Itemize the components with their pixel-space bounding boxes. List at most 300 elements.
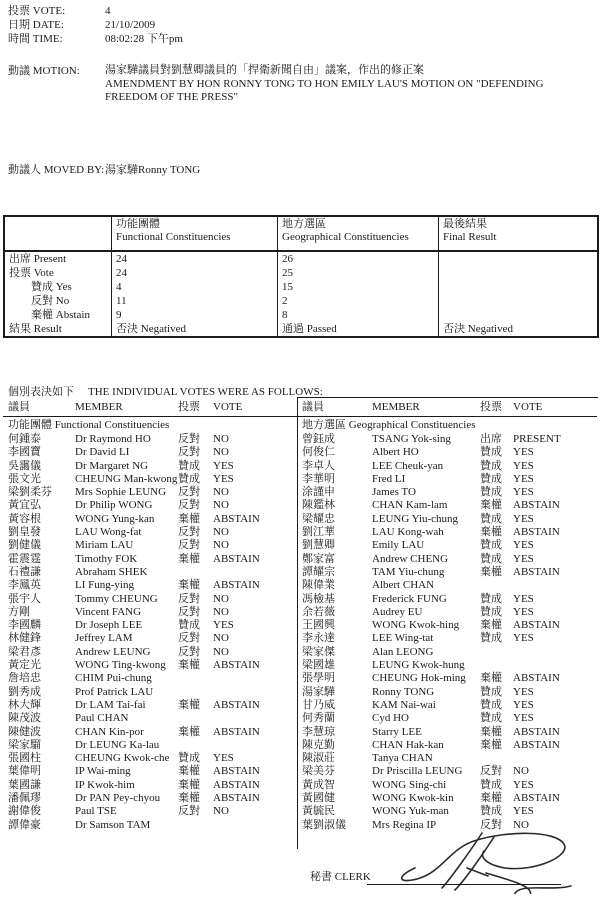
member-name-zh: 葉國謙 xyxy=(8,778,41,791)
member-vote-en: YES xyxy=(513,698,534,711)
member-vote-zh: 棄權 xyxy=(178,659,200,672)
member-name-zh: 李鳳英 xyxy=(8,579,41,592)
summary-col-geographical-en: Geographical Constituencies xyxy=(282,230,409,243)
member-vote-en: YES xyxy=(513,539,534,552)
member-vote-zh xyxy=(178,739,213,752)
member-vote-row xyxy=(302,752,598,765)
summary-col-functional-en: Functional Constituencies xyxy=(116,230,231,243)
member-vote-en: ABSTAIN xyxy=(513,565,560,578)
member-name-zh: 潘佩璆 xyxy=(8,792,41,805)
member-name-en: Abraham SHEK xyxy=(75,565,148,578)
member-vote-zh: 棄權 xyxy=(480,672,502,685)
member-name-en: Paul TSE xyxy=(75,805,117,818)
member-name-zh: 湯家驊 xyxy=(302,685,335,698)
member-name-zh: 劉秀成 xyxy=(8,685,41,698)
member-vote-zh: 棄權 xyxy=(178,579,200,592)
header-vote-zh: 投票 xyxy=(480,401,502,413)
summary-row-functional-value: 11 xyxy=(111,294,277,308)
member-vote-row xyxy=(8,632,297,645)
member-name-zh: 詹培忠 xyxy=(8,672,41,685)
member-vote-row xyxy=(302,646,598,659)
member-name-zh: 涂謹申 xyxy=(302,486,335,499)
member-vote-en: YES xyxy=(213,472,234,485)
member-vote-row xyxy=(8,765,297,778)
summary-col-geographical-zh: 地方選區 xyxy=(282,218,326,230)
member-vote-zh xyxy=(480,646,513,659)
member-vote-zh: 棄權 xyxy=(480,725,502,738)
summary-row-final-value xyxy=(438,280,597,294)
member-vote-en: YES xyxy=(213,619,234,632)
member-vote-en: YES xyxy=(513,446,534,459)
member-name-en: WONG Sing-chi xyxy=(372,778,447,791)
member-name-en: CHIM Pui-chung xyxy=(75,672,152,685)
member-vote-row xyxy=(8,712,297,725)
member-name-zh: 黃國健 xyxy=(302,792,335,805)
member-name-en: LEUNG Kwok-hung xyxy=(372,659,465,672)
member-vote-zh: 贊成 xyxy=(480,805,502,818)
member-vote-zh: 反對 xyxy=(178,486,200,499)
summary-corner-cell xyxy=(5,217,111,250)
member-vote-zh: 反對 xyxy=(178,632,200,645)
member-vote-en: YES xyxy=(513,512,534,525)
member-name-zh: 甘乃威 xyxy=(302,698,335,711)
member-vote-row xyxy=(302,699,598,712)
member-vote-en xyxy=(213,739,297,752)
member-vote-zh xyxy=(178,566,213,579)
member-name-en: Paul CHAN xyxy=(75,712,129,725)
member-vote-zh: 出席 xyxy=(480,433,502,445)
member-vote-en: ABSTAIN xyxy=(213,778,260,791)
column-divider-line xyxy=(297,397,298,849)
member-name-en: Emily LAU xyxy=(372,539,425,552)
member-name-zh: 李國寶 xyxy=(8,446,41,459)
member-vote-row xyxy=(8,779,297,792)
member-name-zh: 霍震霆 xyxy=(8,552,41,565)
member-name-en: TSANG Yok-sing xyxy=(372,433,451,445)
member-name-zh: 黃容根 xyxy=(8,512,41,525)
clerk-label: 秘書 CLERK xyxy=(310,871,371,883)
member-name-zh: 黃宜弘 xyxy=(8,499,41,512)
member-name-zh: 張學明 xyxy=(302,672,335,685)
member-name-en: CHEUNG Hok-ming xyxy=(372,672,466,685)
member-vote-row xyxy=(302,619,598,632)
member-vote-row xyxy=(8,473,297,486)
member-name-en: Miriam LAU xyxy=(75,539,134,552)
member-name-zh: 余若薇 xyxy=(302,605,335,618)
member-vote-en: YES xyxy=(513,805,534,818)
member-vote-row xyxy=(8,659,297,672)
member-vote-en: ABSTAIN xyxy=(213,659,260,672)
member-vote-en: NO xyxy=(513,818,529,831)
summary-row-label: 反對 No xyxy=(9,295,70,307)
member-vote-en xyxy=(513,659,598,672)
member-name-en: Ronny TONG xyxy=(372,685,435,698)
member-name-en: Vincent FANG xyxy=(75,605,142,618)
member-vote-zh: 反對 xyxy=(178,592,200,605)
member-vote-zh: 贊成 xyxy=(480,778,502,791)
member-vote-zh: 贊成 xyxy=(178,459,200,472)
member-name-en: Cyd HO xyxy=(372,712,409,725)
member-vote-zh: 棄權 xyxy=(178,778,200,791)
motion-section xyxy=(8,64,591,105)
member-vote-en: NO xyxy=(213,805,229,818)
member-vote-row xyxy=(8,433,297,446)
info-row xyxy=(8,18,183,32)
member-vote-en: ABSTAIN xyxy=(213,765,260,778)
summary-col-functional xyxy=(111,217,277,250)
member-vote-en: NO xyxy=(213,605,229,618)
member-name-zh: 李國麟 xyxy=(8,619,41,632)
member-name-en: Andrew LEUNG xyxy=(75,645,151,658)
member-vote-en: ABSTAIN xyxy=(513,725,560,738)
summary-row xyxy=(5,308,597,322)
member-vote-en xyxy=(213,819,297,832)
summary-row-functional-value: 24 xyxy=(111,266,277,280)
member-vote-row xyxy=(302,539,598,552)
member-name-en: Andrew CHENG xyxy=(372,552,449,565)
member-name-zh: 黃定光 xyxy=(8,659,41,672)
member-vote-row xyxy=(302,553,598,566)
member-vote-en: YES xyxy=(513,778,534,791)
member-vote-row xyxy=(302,712,598,725)
summary-row-functional-value: 9 xyxy=(111,308,277,322)
individual-votes-heading-zh: 個別表決如下 xyxy=(8,386,74,398)
summary-col-final xyxy=(438,217,597,250)
member-vote-en: YES xyxy=(213,459,234,472)
summary-row-geographical-value: 26 xyxy=(277,252,438,266)
member-name-en: Timothy FOK xyxy=(75,552,138,565)
motion-text xyxy=(105,64,591,105)
member-vote-row xyxy=(302,686,598,699)
member-vote-row xyxy=(302,672,598,685)
member-vote-zh: 贊成 xyxy=(480,459,502,472)
member-vote-row xyxy=(8,792,297,805)
member-vote-en: YES xyxy=(513,592,534,605)
moved-by-value: 湯家驊Ronny TONG xyxy=(105,164,201,176)
summary-row-label: 贊成 Yes xyxy=(9,281,72,293)
summary-row-final-value: 否決 Negatived xyxy=(438,322,597,336)
member-vote-en: NO xyxy=(213,539,229,552)
member-name-zh: 梁家傑 xyxy=(302,645,335,658)
member-name-zh: 梁家騮 xyxy=(8,738,41,751)
member-name-en: James TO xyxy=(372,486,416,499)
summary-row xyxy=(5,322,597,336)
member-name-en: CHAN Kam-lam xyxy=(372,499,448,512)
member-name-en: Dr Samson TAM xyxy=(75,818,151,831)
member-name-en: LEUNG Yiu-chung xyxy=(372,512,459,525)
member-name-zh: 李慧琼 xyxy=(302,725,335,738)
member-name-zh: 謝偉俊 xyxy=(8,805,41,818)
member-vote-en: NO xyxy=(213,592,229,605)
member-vote-en: NO xyxy=(213,499,229,512)
info-label: 日期 DATE: xyxy=(8,19,64,31)
member-vote-row xyxy=(302,805,598,818)
member-name-zh: 張文光 xyxy=(8,472,41,485)
member-vote-zh xyxy=(480,752,513,765)
member-name-en: LI Fung-ying xyxy=(75,579,134,592)
member-vote-row xyxy=(8,606,297,619)
member-vote-zh: 棄權 xyxy=(178,792,200,805)
member-name-zh: 黃成智 xyxy=(302,778,335,791)
summary-row-geographical-value: 15 xyxy=(277,280,438,294)
member-vote-row xyxy=(8,513,297,526)
member-name-en: WONG Ting-kwong xyxy=(75,659,166,672)
member-name-en: TAM Yiu-chung xyxy=(372,565,445,578)
member-vote-zh xyxy=(178,712,213,725)
summary-row-geographical-value: 通過 Passed xyxy=(277,322,438,336)
summary-row-geographical-value: 8 xyxy=(277,308,438,322)
member-vote-row xyxy=(302,579,598,592)
member-vote-zh: 贊成 xyxy=(480,512,502,525)
summary-table-header xyxy=(5,217,597,252)
member-name-en: Mrs Regina IP xyxy=(372,818,437,831)
member-vote-row xyxy=(8,553,297,566)
member-vote-zh: 贊成 xyxy=(480,592,502,605)
summary-row-functional-value: 4 xyxy=(111,280,277,294)
member-vote-zh: 反對 xyxy=(480,818,502,831)
member-name-zh: 黃毓民 xyxy=(302,805,335,818)
member-name-en: Alan LEONG xyxy=(372,645,434,658)
member-name-zh: 劉江華 xyxy=(302,526,335,539)
member-vote-zh: 棄權 xyxy=(178,725,200,738)
member-vote-row xyxy=(302,739,598,752)
member-vote-en xyxy=(213,672,297,685)
group-header-functional: 功能團體 Functional Constituencies xyxy=(8,419,170,431)
member-vote-zh: 棄權 xyxy=(480,792,502,805)
member-vote-zh: 反對 xyxy=(178,526,200,539)
member-vote-en: NO xyxy=(213,446,229,459)
member-vote-row xyxy=(8,726,297,739)
member-vote-row xyxy=(8,460,297,473)
motion-text-chinese: 湯家驊議員對劉慧卿議員的「捍衛新聞自由」議案，作出的修正案 xyxy=(105,64,424,76)
summary-row xyxy=(5,294,597,308)
member-vote-row xyxy=(8,672,297,685)
member-name-en: Dr LAM Tai-fai xyxy=(75,698,146,711)
member-vote-en: YES xyxy=(513,712,534,725)
member-name-en: LAU Wong-fat xyxy=(75,526,142,539)
member-vote-row xyxy=(302,526,598,539)
member-name-en: CHEUNG Man-kwong xyxy=(75,472,178,485)
member-name-en: KAM Nai-wai xyxy=(372,698,436,711)
member-name-zh: 張國柱 xyxy=(8,752,41,765)
member-vote-en: YES xyxy=(513,486,534,499)
votes-header-right xyxy=(302,401,598,414)
member-name-en: CHAN Kin-por xyxy=(75,725,144,738)
member-vote-zh: 贊成 xyxy=(178,752,200,765)
summary-row-functional-value: 否決 Negatived xyxy=(111,322,277,336)
member-vote-en xyxy=(213,712,297,725)
motion-label: 動議 MOTION: xyxy=(8,65,80,77)
member-name-zh: 劉健儀 xyxy=(8,539,41,552)
member-name-en: Dr LEUNG Ka-lau xyxy=(75,738,160,751)
member-name-en: LAU Kong-wah xyxy=(372,526,444,539)
member-name-en: Albert HO xyxy=(372,446,419,459)
member-vote-en: NO xyxy=(213,632,229,645)
member-vote-zh: 贊成 xyxy=(480,685,502,698)
header-vote-en: VOTE xyxy=(513,401,543,413)
member-name-en: Dr Margaret NG xyxy=(75,459,149,472)
member-vote-row xyxy=(302,792,598,805)
summary-row xyxy=(5,252,597,266)
member-name-en: Starry LEE xyxy=(372,725,422,738)
member-name-zh: 梁國雄 xyxy=(302,659,335,672)
member-vote-zh: 棄權 xyxy=(480,499,502,512)
moved-by-label: 動議人 MOVED BY: xyxy=(8,164,105,176)
divider-line-right-top xyxy=(297,397,598,398)
member-name-en: Jeffrey LAM xyxy=(75,632,133,645)
summary-row-label: 出席 Present xyxy=(9,253,67,265)
member-name-zh: 劉皇發 xyxy=(8,526,41,539)
member-name-en: LEE Wing-tat xyxy=(372,632,434,645)
member-vote-en: NO xyxy=(213,433,229,445)
member-name-zh: 何鍾泰 xyxy=(8,433,41,445)
member-vote-row xyxy=(302,446,598,459)
member-vote-en: ABSTAIN xyxy=(513,499,560,512)
member-name-zh: 陳健波 xyxy=(8,725,41,738)
member-vote-en: PRESENT xyxy=(513,433,561,445)
member-vote-zh: 棄權 xyxy=(480,738,502,751)
member-vote-row xyxy=(302,513,598,526)
info-label: 投票 VOTE: xyxy=(8,5,66,17)
member-vote-row xyxy=(302,499,598,512)
member-vote-zh: 反對 xyxy=(178,446,200,459)
member-vote-en: ABSTAIN xyxy=(213,512,260,525)
member-vote-row xyxy=(302,593,598,606)
member-vote-zh: 棄權 xyxy=(480,619,502,632)
motion-text-english: AMENDMENT BY HON RONNY TONG TO HON EMILY LAU'S MOTION ON "DEFENDING FREEDOM OF THE PRESS" xyxy=(105,77,544,103)
header-member-zh: 議員 xyxy=(302,401,324,413)
member-vote-en: ABSTAIN xyxy=(513,672,560,685)
member-vote-row xyxy=(302,566,598,579)
member-vote-row xyxy=(302,779,598,792)
member-name-en: Albert CHAN xyxy=(372,579,435,592)
member-vote-row xyxy=(8,566,297,579)
member-vote-zh: 贊成 xyxy=(480,539,502,552)
member-name-zh: 石禮謙 xyxy=(8,565,41,578)
summary-table xyxy=(3,215,599,338)
member-name-en: Fred LI xyxy=(372,472,406,485)
member-name-en: Dr David LI xyxy=(75,446,130,459)
summary-row xyxy=(5,280,597,294)
member-vote-row xyxy=(8,819,297,832)
member-vote-zh: 棄權 xyxy=(480,526,502,539)
member-name-zh: 張宇人 xyxy=(8,592,41,605)
clerk-signature-line xyxy=(367,884,561,885)
individual-votes-heading xyxy=(8,386,323,399)
member-name-en: WONG Yuk-man xyxy=(372,805,449,818)
member-name-en: Dr Priscilla LEUNG xyxy=(372,765,463,778)
header-member-en: MEMBER xyxy=(75,401,123,413)
member-name-zh: 林健鋒 xyxy=(8,632,41,645)
member-name-en: WONG Kwok-kin xyxy=(372,792,454,805)
member-vote-zh: 反對 xyxy=(178,805,200,818)
member-name-en: Dr Raymond HO xyxy=(75,433,151,445)
member-vote-zh: 贊成 xyxy=(178,472,200,485)
member-name-en: Frederick FUNG xyxy=(372,592,447,605)
member-name-zh: 葉偉明 xyxy=(8,765,41,778)
member-name-zh: 方剛 xyxy=(8,605,30,618)
summary-row-final-value xyxy=(438,308,597,322)
member-vote-row xyxy=(8,805,297,818)
member-name-en: CHAN Hak-kan xyxy=(372,738,444,751)
info-row xyxy=(8,32,183,46)
member-vote-row xyxy=(302,473,598,486)
member-vote-zh: 棄權 xyxy=(178,552,200,565)
member-vote-en: NO xyxy=(213,526,229,539)
member-name-en: Tanya CHAN xyxy=(372,752,433,765)
member-vote-zh: 反對 xyxy=(178,499,200,512)
member-vote-zh: 棄權 xyxy=(480,565,502,578)
member-vote-row xyxy=(8,486,297,499)
member-vote-en: YES xyxy=(513,472,534,485)
summary-row-label: 投票 Vote xyxy=(9,267,54,279)
member-vote-zh: 棄權 xyxy=(178,512,200,525)
summary-col-final-en: Final Result xyxy=(443,230,497,243)
member-name-zh: 何俊仁 xyxy=(302,446,335,459)
member-name-en: Audrey EU xyxy=(372,605,423,618)
member-name-zh: 吳靄儀 xyxy=(8,459,41,472)
member-vote-en: ABSTAIN xyxy=(513,792,560,805)
member-vote-en: NO xyxy=(213,645,229,658)
member-name-zh: 馮檢基 xyxy=(302,592,335,605)
member-vote-en: ABSTAIN xyxy=(513,526,560,539)
member-vote-zh: 反對 xyxy=(178,433,200,445)
member-vote-row xyxy=(8,739,297,752)
member-vote-zh xyxy=(178,819,213,832)
summary-row-label: 結果 Result xyxy=(9,323,62,335)
votes-list-geographical xyxy=(302,433,598,832)
summary-row-functional-value: 24 xyxy=(111,252,277,266)
member-name-zh: 王國興 xyxy=(302,619,335,632)
member-name-zh: 梁耀忠 xyxy=(302,512,335,525)
member-vote-en xyxy=(213,566,297,579)
member-name-zh: 何秀蘭 xyxy=(302,712,335,725)
member-vote-zh: 棄權 xyxy=(178,698,200,711)
member-name-zh: 譚耀宗 xyxy=(302,565,335,578)
moved-by-section xyxy=(8,163,200,177)
member-name-zh: 曾鈺成 xyxy=(302,433,335,445)
member-name-en: CHEUNG Kwok-che xyxy=(75,752,170,765)
member-vote-zh: 贊成 xyxy=(178,619,200,632)
member-vote-en: ABSTAIN xyxy=(213,725,260,738)
member-name-en: WONG Kwok-hing xyxy=(372,619,460,632)
member-name-en: Dr Philip WONG xyxy=(75,499,153,512)
member-name-en: WONG Yung-kan xyxy=(75,512,155,525)
member-name-zh: 林大輝 xyxy=(8,698,41,711)
member-vote-row xyxy=(8,619,297,632)
member-vote-row xyxy=(8,646,297,659)
summary-row-label: 棄權 Abstain xyxy=(9,309,90,321)
member-vote-row xyxy=(8,752,297,765)
header-member-en: MEMBER xyxy=(372,401,420,413)
member-name-zh: 譚偉豪 xyxy=(8,818,41,831)
member-vote-en: ABSTAIN xyxy=(213,579,260,592)
summary-row-final-value xyxy=(438,252,597,266)
member-vote-row xyxy=(8,539,297,552)
member-vote-en: YES xyxy=(213,752,234,765)
member-vote-zh: 反對 xyxy=(178,539,200,552)
member-vote-row xyxy=(302,606,598,619)
member-name-en: Mrs Sophie LEUNG xyxy=(75,486,167,499)
member-vote-row xyxy=(302,433,598,446)
member-name-zh: 陳鑑林 xyxy=(302,499,335,512)
member-vote-en xyxy=(513,752,598,765)
member-vote-row xyxy=(8,499,297,512)
member-vote-zh xyxy=(480,659,513,672)
summary-col-final-zh: 最後結果 xyxy=(443,218,487,230)
member-vote-zh: 贊成 xyxy=(480,472,502,485)
member-vote-zh: 贊成 xyxy=(480,446,502,459)
